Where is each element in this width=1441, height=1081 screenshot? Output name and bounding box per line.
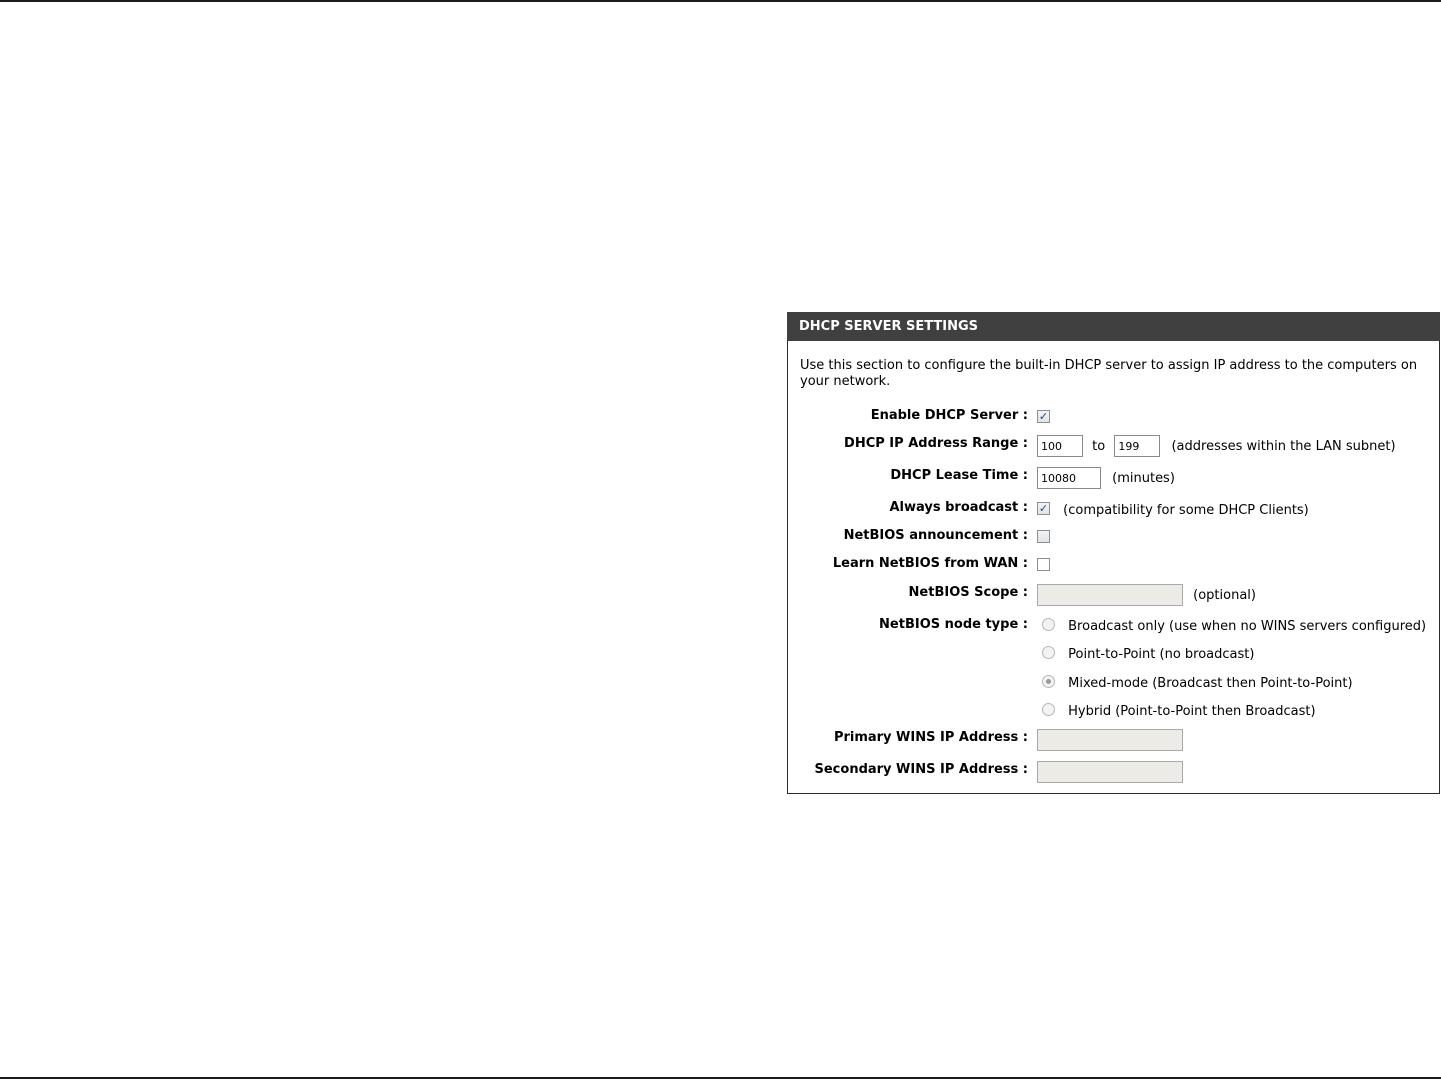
- always-broadcast-label: Always broadcast :: [889, 500, 1028, 515]
- netbios-announcement-label: NetBIOS announcement :: [843, 528, 1028, 543]
- learn-netbios-label: Learn NetBIOS from WAN :: [832, 556, 1028, 571]
- node-type-option-label: Point-to-Point (no broadcast): [1068, 647, 1255, 662]
- learn-netbios-checkbox[interactable]: [1037, 558, 1050, 571]
- node-type-label: NetBIOS node type :: [879, 617, 1028, 632]
- node-type-option-label: Broadcast only (use when no WINS servers configured): [1068, 619, 1427, 634]
- node-type-row-4: [788, 700, 1439, 726]
- panel-description: Use this section to configure the built-in DHCP server to assign IP address to the computers on your network.: [800, 358, 1418, 389]
- node-type-radio-mixed[interactable]: [1042, 675, 1055, 688]
- ip-range-end-input[interactable]: [1114, 435, 1160, 457]
- netbios-announcement-checkbox[interactable]: [1037, 530, 1050, 543]
- primary-wins-label: Primary WINS IP Address :: [833, 730, 1028, 745]
- netbios-scope-row: [788, 583, 1439, 609]
- node-type-radio-hybrid[interactable]: [1042, 703, 1055, 716]
- ip-range-to-text: to: [1092, 439, 1106, 454]
- primary-wins-row: [788, 728, 1439, 754]
- node-type-row: [788, 615, 1439, 641]
- lease-time-row: [788, 466, 1439, 492]
- netbios-scope-label: NetBIOS Scope :: [908, 585, 1028, 600]
- secondary-wins-label: Secondary WINS IP Address :: [814, 762, 1028, 777]
- ip-range-row: [788, 434, 1439, 460]
- lease-time-label: DHCP Lease Time :: [890, 468, 1028, 483]
- always-broadcast-checkbox[interactable]: ✓: [1038, 502, 1049, 515]
- secondary-wins-input[interactable]: [1037, 761, 1183, 783]
- dhcp-server-settings-panel: [787, 312, 1440, 794]
- primary-wins-input[interactable]: [1037, 729, 1183, 751]
- always-broadcast-row: [788, 498, 1439, 524]
- learn-netbios-row: [788, 554, 1439, 580]
- enable-dhcp-label: Enable DHCP Server :: [870, 408, 1028, 423]
- ip-range-hint: (addresses within the LAN subnet): [1171, 439, 1396, 454]
- netbios-announcement-row: [788, 526, 1439, 552]
- secondary-wins-row: [788, 760, 1439, 786]
- node-type-option-label: Mixed-mode (Broadcast then Point-to-Point): [1068, 676, 1353, 691]
- node-type-row-3: [788, 672, 1439, 698]
- panel-title: DHCP SERVER SETTINGS: [787, 312, 1440, 341]
- node-type-radio-broadcast[interactable]: [1042, 618, 1055, 631]
- netbios-scope-input[interactable]: [1037, 584, 1183, 606]
- ip-range-label: DHCP IP Address Range :: [844, 436, 1028, 451]
- bottom-rule: [0, 1077, 1441, 1079]
- lease-time-hint: (minutes): [1112, 471, 1175, 486]
- node-type-radio-p2p[interactable]: [1042, 646, 1055, 659]
- node-type-row-2: [788, 643, 1439, 669]
- enable-dhcp-checkbox[interactable]: ✓: [1038, 410, 1049, 423]
- enable-dhcp-row: [788, 406, 1439, 432]
- ip-range-start-input[interactable]: [1037, 435, 1083, 457]
- netbios-scope-hint: (optional): [1193, 588, 1256, 603]
- top-rule: [0, 0, 1441, 2]
- lease-time-input[interactable]: [1037, 467, 1101, 489]
- node-type-option-label: Hybrid (Point-to-Point then Broadcast): [1068, 704, 1316, 719]
- always-broadcast-hint: (compatibility for some DHCP Clients): [1063, 503, 1309, 518]
